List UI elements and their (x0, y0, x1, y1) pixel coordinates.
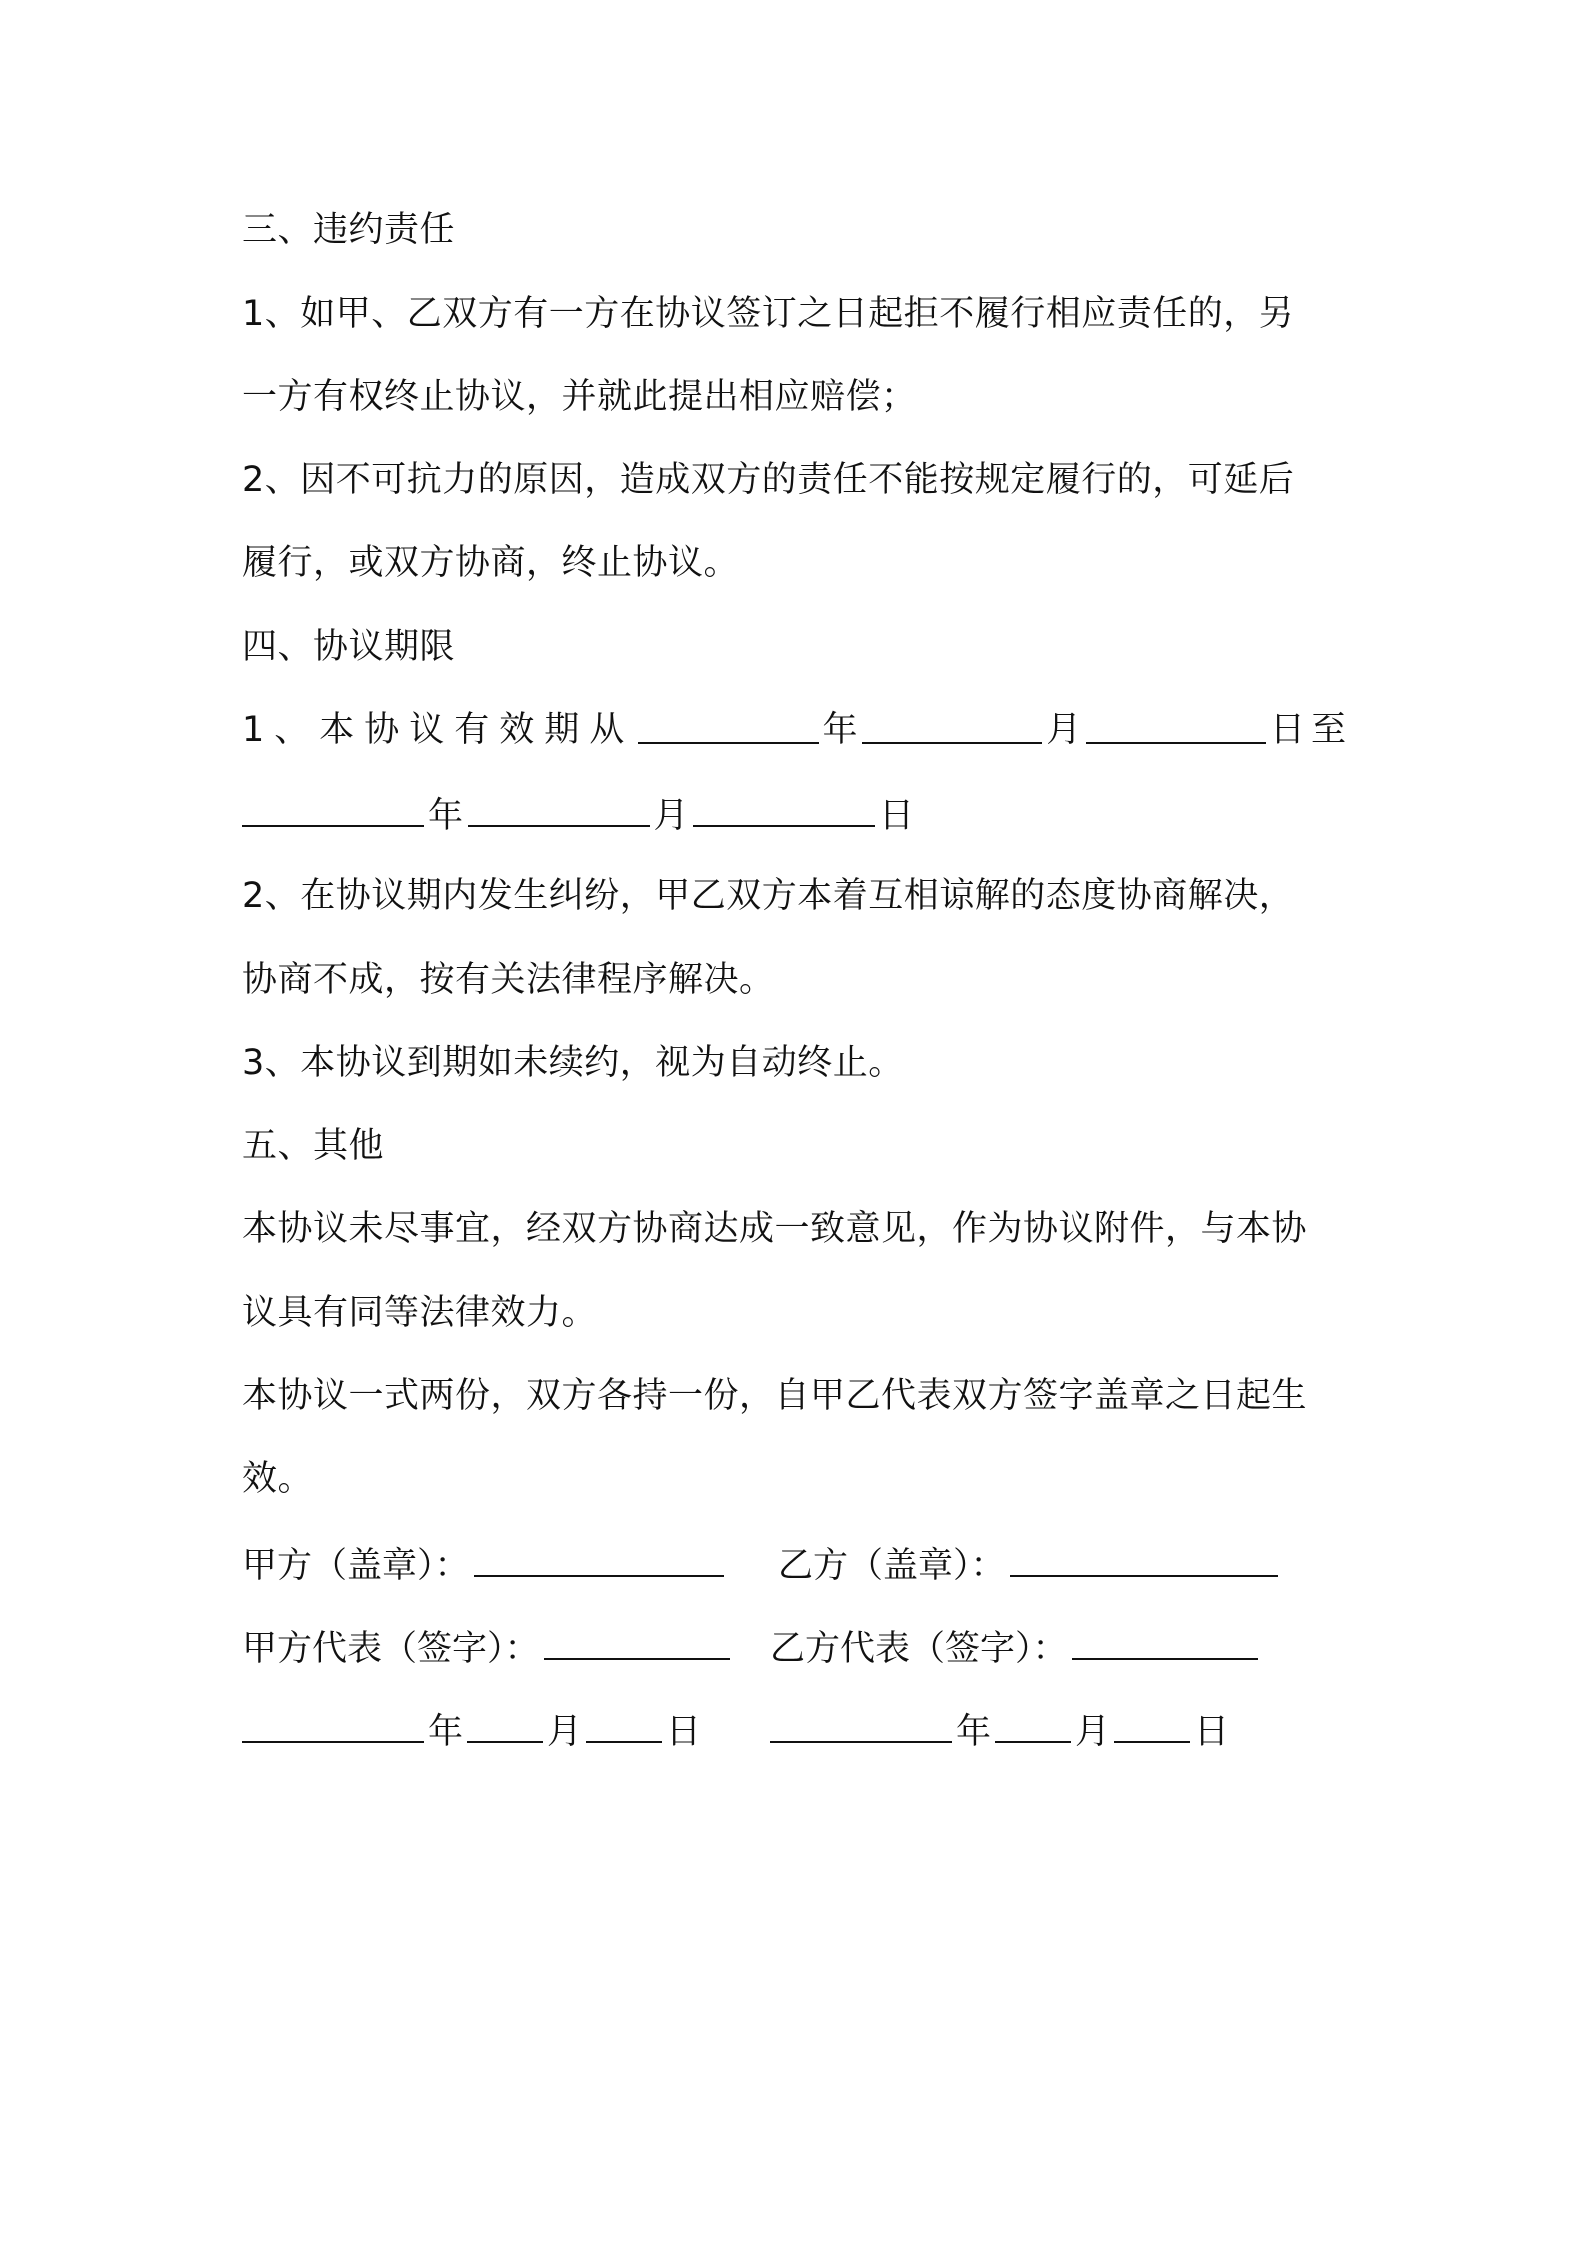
party-b-date-month-blank[interactable] (995, 1707, 1071, 1743)
party-a-rep-label: 甲方代表（签字）： (242, 1629, 540, 1669)
validity-prefix: 1、本协议有效期从 (242, 710, 635, 750)
start-year-blank[interactable] (638, 708, 818, 744)
start-day-to-label: 日至 (1269, 710, 1352, 750)
party-a-seal-row (242, 1541, 728, 1588)
section-3-paragraph-2-line-2: 履行，或双方协商，终止协议。 (242, 543, 740, 583)
party-a-seal-blank[interactable] (474, 1541, 724, 1577)
party-b-rep-label: 乙方代表（签字）： (770, 1629, 1068, 1669)
start-day-blank[interactable] (1086, 708, 1266, 744)
end-year-blank[interactable] (242, 791, 424, 827)
party-a-date-day-blank[interactable] (586, 1707, 662, 1743)
section-5-paragraph-1-line-1: 本协议未尽事宜，经双方协商达成一致意见，作为协议附件，与本协 (242, 1209, 1308, 1249)
party-b-date-year-blank[interactable] (770, 1707, 952, 1743)
section-4-paragraph-3: 3、本协议到期如未续约，视为自动终止。 (242, 1043, 904, 1083)
party-b-seal-label: 乙方（盖章）： (778, 1546, 1006, 1586)
party-a-seal-label: 甲方（盖章）： (242, 1546, 470, 1586)
start-month-label: 月 (1046, 710, 1082, 750)
section-5-paragraph-2-line-1: 本协议一式两份，双方各持一份，自甲乙代表双方签字盖章之日起生 (242, 1376, 1308, 1416)
section-5-heading: 五、其他 (242, 1126, 385, 1166)
section-5-paragraph-1-line-2: 议具有同等法律效力。 (242, 1293, 598, 1333)
end-day-blank[interactable] (693, 791, 875, 827)
section-3-paragraph-2-line-1: 2、因不可抗力的原因，造成双方的责任不能按规定履行的，可延后 (242, 460, 1295, 500)
party-b-date-year-label: 年 (956, 1712, 992, 1752)
end-year-label: 年 (428, 796, 464, 836)
party-b-rep-row (770, 1624, 1262, 1671)
party-b-date-day-blank[interactable] (1114, 1707, 1190, 1743)
party-a-rep-row (242, 1624, 734, 1671)
party-a-date-year-blank[interactable] (242, 1707, 424, 1743)
party-b-date-month-label: 月 (1075, 1712, 1111, 1752)
validity-period-line-2 (242, 791, 1352, 838)
section-3-paragraph-1-line-1: 1、如甲、乙双方有一方在协议签订之日起拒不履行相应责任的，另 (242, 294, 1295, 334)
party-a-date-year-label: 年 (428, 1712, 464, 1752)
party-b-seal-row (778, 1541, 1282, 1588)
section-4-paragraph-2-line-2: 协商不成，按有关法律程序解决。 (242, 960, 775, 1000)
party-a-date-month-label: 月 (547, 1712, 583, 1752)
party-b-date-row (770, 1707, 1229, 1754)
end-day-label: 日 (879, 796, 915, 836)
end-month-label: 月 (653, 796, 690, 836)
end-month-blank[interactable] (468, 791, 650, 827)
party-a-date-day-label: 日 (666, 1712, 702, 1752)
party-b-date-day-label: 日 (1194, 1712, 1230, 1752)
section-5-paragraph-2-line-2: 效。 (242, 1459, 314, 1499)
party-a-rep-blank[interactable] (544, 1624, 730, 1660)
party-a-date-row (242, 1707, 701, 1754)
section-3-paragraph-1-line-2: 一方有权终止协议，并就此提出相应赔偿； (242, 377, 917, 417)
section-4-heading: 四、协议期限 (242, 627, 456, 667)
section-3-heading: 三、违约责任 (242, 210, 456, 250)
validity-period-line-1 (242, 708, 1352, 752)
section-4-paragraph-2-line-1: 2、在协议期内发生纠纷，甲乙双方本着互相谅解的态度协商解决， (242, 876, 1295, 916)
start-month-blank[interactable] (862, 708, 1042, 744)
party-b-seal-blank[interactable] (1010, 1541, 1278, 1577)
party-b-rep-blank[interactable] (1072, 1624, 1258, 1660)
party-a-date-month-blank[interactable] (467, 1707, 543, 1743)
start-year-label: 年 (822, 710, 859, 750)
